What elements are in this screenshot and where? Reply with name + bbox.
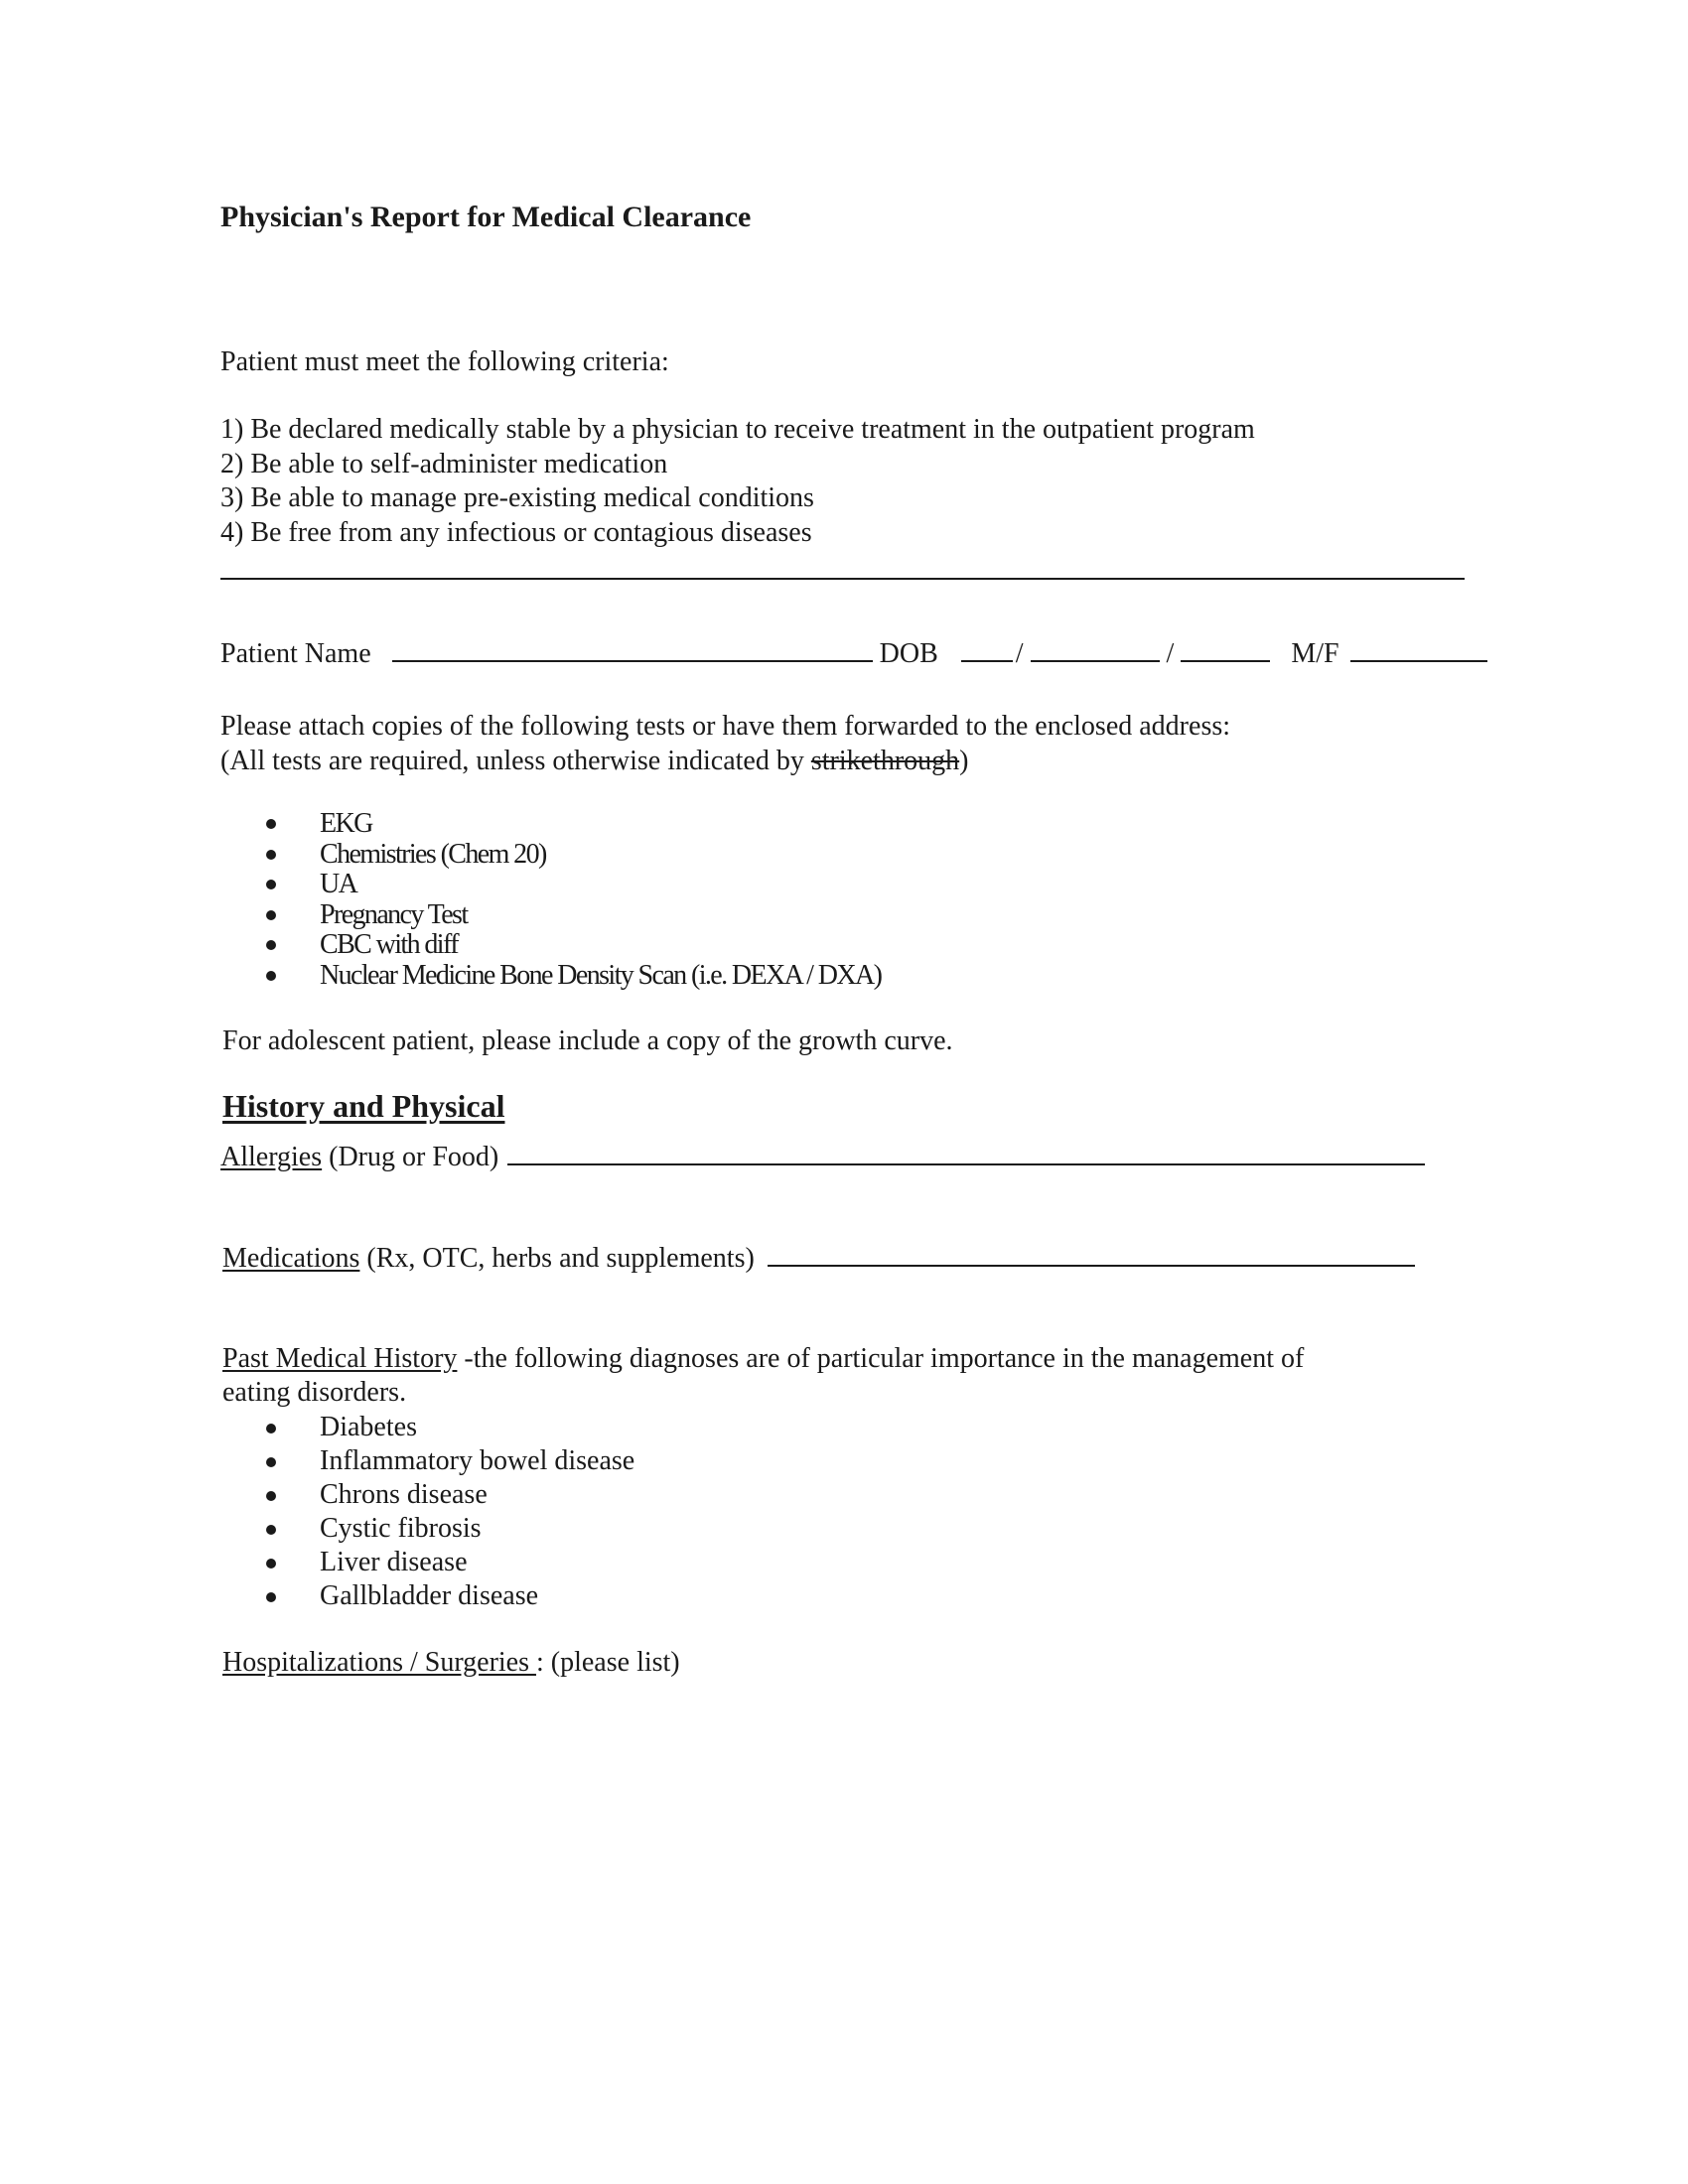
past-medical-history [222,1345,1304,1413]
diagnosis-name: Liver disease [320,1547,468,1577]
allergies-label: Allergies [220,1142,323,1172]
criteria-intro: Patient must meet the following criteria: [220,346,669,377]
tests-note-prefix: (All tests are required, unless otherwise indicated by [220,746,811,776]
criteria-item: 4) Be free from any infectious or contagious diseases [220,516,812,548]
hospitalizations-detail: : (please list) [536,1647,680,1678]
bullet-icon [266,880,276,889]
pmh-line [222,1345,1304,1379]
dob-day-field[interactable] [1031,638,1160,662]
patient-info-row [220,638,1472,678]
criteria-item: 3) Be able to manage pre-existing medical conditions [220,482,814,513]
test-name: UA [320,869,357,899]
allergies-detail: (Drug or Food) [322,1142,499,1172]
hospitalizations-label: Hospitalizations / Surgeries [222,1647,536,1678]
criteria-item: 1) Be declared medically stable by a physician to receive treatment in the outpatient program [220,414,1255,445]
medications-label: Medications [222,1243,360,1274]
bullet-icon [266,1559,276,1569]
adolescent-note: For adolescent patient, please include a copy of the growth curve. [222,1025,953,1056]
criteria-list [220,416,1255,553]
patient-name-field[interactable] [392,638,873,662]
bullet-icon [266,1592,276,1602]
test-name: EKG [320,808,372,839]
pmh-detail: -the following diagnoses are of particular importance in the management of [457,1343,1305,1374]
diagnosis-name: Gallbladder disease [320,1580,539,1611]
tests-note-strike: strikethrough [810,746,960,776]
bullet-icon [266,940,276,950]
diagnosis-name: Inflammatory bowel disease [320,1445,635,1476]
dob-separator: / [1015,638,1024,669]
document-title: Physician's Report for Medical Clearance [220,201,752,233]
patient-name-label: Patient Name [220,638,371,669]
test-name: Nuclear Medicine Bone Density Scan (i.e. DEXA / DXA) [320,959,882,991]
bullet-icon [266,819,276,829]
test-name: Pregnancy Test [320,898,468,930]
dob-separator: / [1166,638,1175,669]
diagnosis-name: Chrons disease [320,1479,488,1510]
medications-field[interactable] [768,1243,1415,1267]
test-name: Chemistries (Chem 20) [320,838,546,870]
sex-label: M/F [1291,638,1339,669]
bullet-icon [266,971,276,981]
pmh-label: Past Medical History [222,1343,458,1374]
section-divider [220,578,1465,580]
allergies-row [220,1142,1425,1171]
medications-detail: (Rx, OTC, herbs and supplements) [359,1243,755,1274]
criteria-item: 2) Be able to self-administer medication [220,448,668,479]
bullet-icon [266,1424,276,1433]
bullet-icon [266,1525,276,1535]
dob-month-field[interactable] [961,638,1013,662]
tests-instruction-line: Please attach copies of the following tests or have them forwarded to the enclosed address: [220,711,1231,742]
tests-instruction [220,713,1230,782]
history-heading: History and Physical [222,1088,505,1124]
test-name: CBC with diff [320,929,458,960]
bullet-icon [266,1491,276,1501]
diagnosis-name: Cystic fibrosis [320,1513,482,1544]
diagnosis-name: Diabetes [320,1412,417,1442]
bullet-icon [266,850,276,860]
bullet-icon [266,910,276,920]
tests-note-suffix: ) [959,746,969,776]
sex-field[interactable] [1350,638,1487,662]
hospitalizations-row [222,1649,680,1677]
dob-label: DOB [879,638,938,669]
bullet-icon [266,1457,276,1467]
pmh-line-2: eating disorders. [222,1377,407,1408]
allergies-field[interactable] [507,1142,1425,1165]
dob-year-field[interactable] [1181,638,1270,662]
medications-row [222,1243,1415,1273]
tests-note [220,748,1230,782]
